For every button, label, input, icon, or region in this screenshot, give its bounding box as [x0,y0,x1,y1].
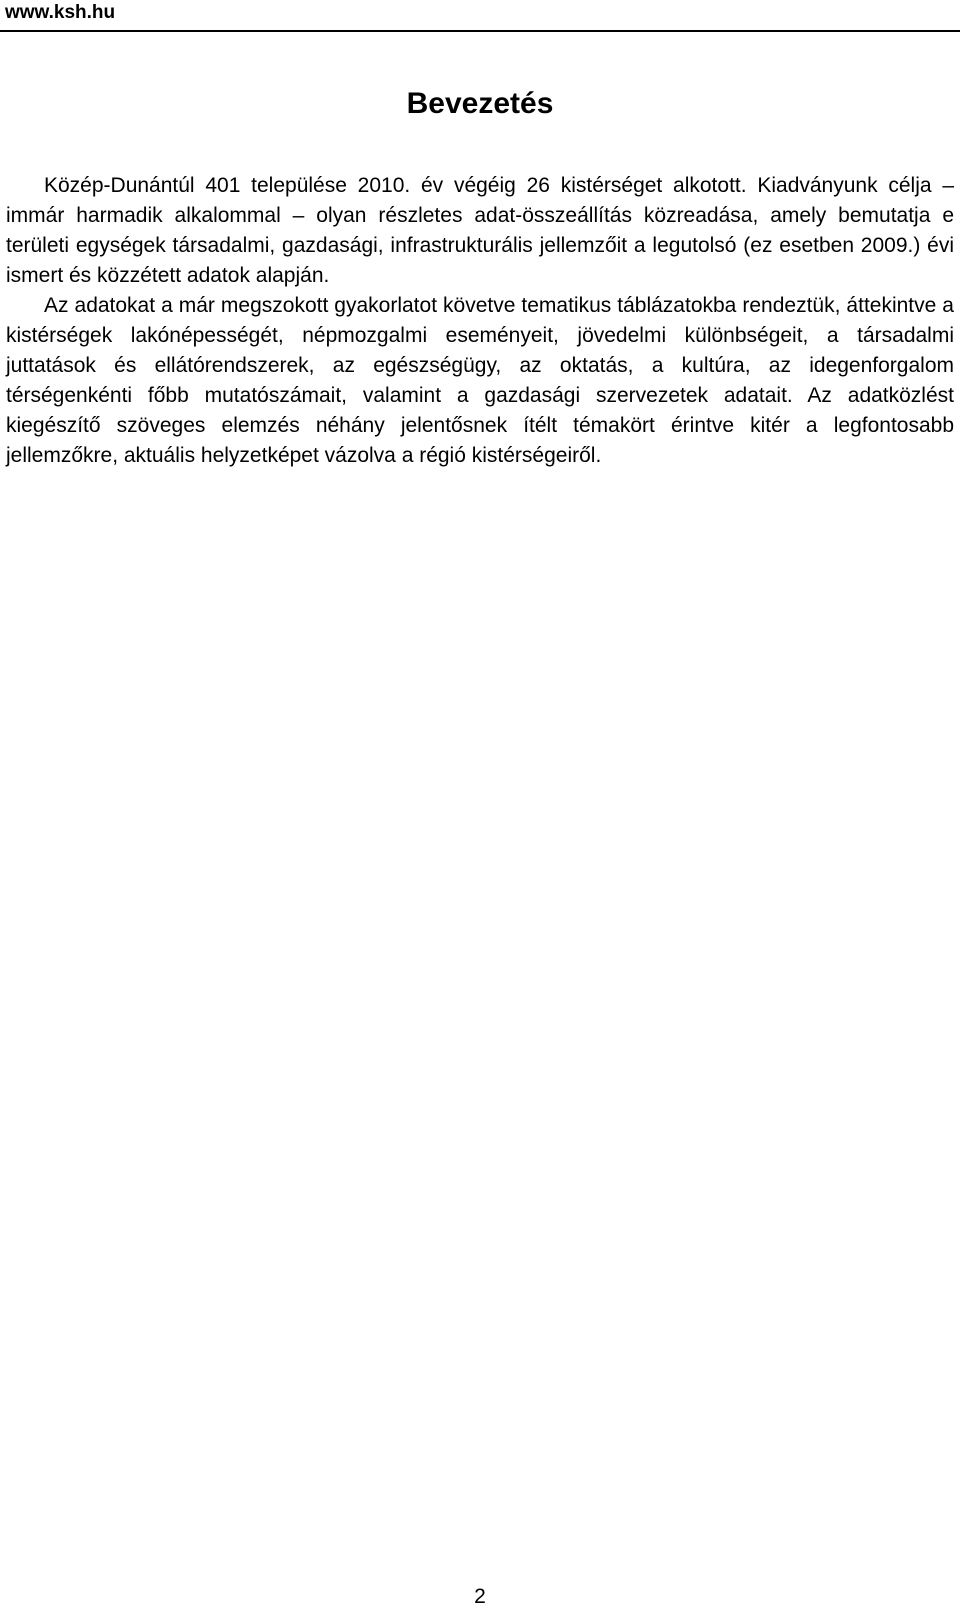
paragraph-content: Az adatokat a már megszokott gyakorlatot követve tematikus táblázatokba rendeztük, áttekintve a kistérségek lakónépességét, népmozgalmi eseményeit, jövedelmi különbségeit, a társadalmi juttatások és ellátórendszerek, az egészségügy, az oktatás, a kultúra, az idegenforgalom térségenkénti főbb mutatószámait, valamint a gazdasági szervezetek adatait. Az adatközlést kiegészítő szöveges elemzés néhány jelentősnek ítélt témakört érintve kitér a legfontosabb jellemzőkre, aktuális helyzetképet vázolva a régió kistérségeiről. [6,294,954,467]
document-body [6,171,954,471]
site-url[interactable]: www.ksh.hu [5,2,116,23]
paragraph-intro: Közép-Dunántúl 401 települése 2010. év végéig 26 kistérséget alkotott. Kiadványunk célja – immár harmadik alkalommal – olyan részletes adat-összeállítás közreadása, amely bemutatja e területi egységek társadalmi, gazdasági, infrastrukturális jellemzőit a legutolsó (ez esetben 2009.) évi ismert és közzétett adatok alapján. [6,174,954,287]
page-title: Bevezetés [406,87,554,120]
header-divider [0,30,960,32]
page-number: 2 [474,1585,486,1608]
